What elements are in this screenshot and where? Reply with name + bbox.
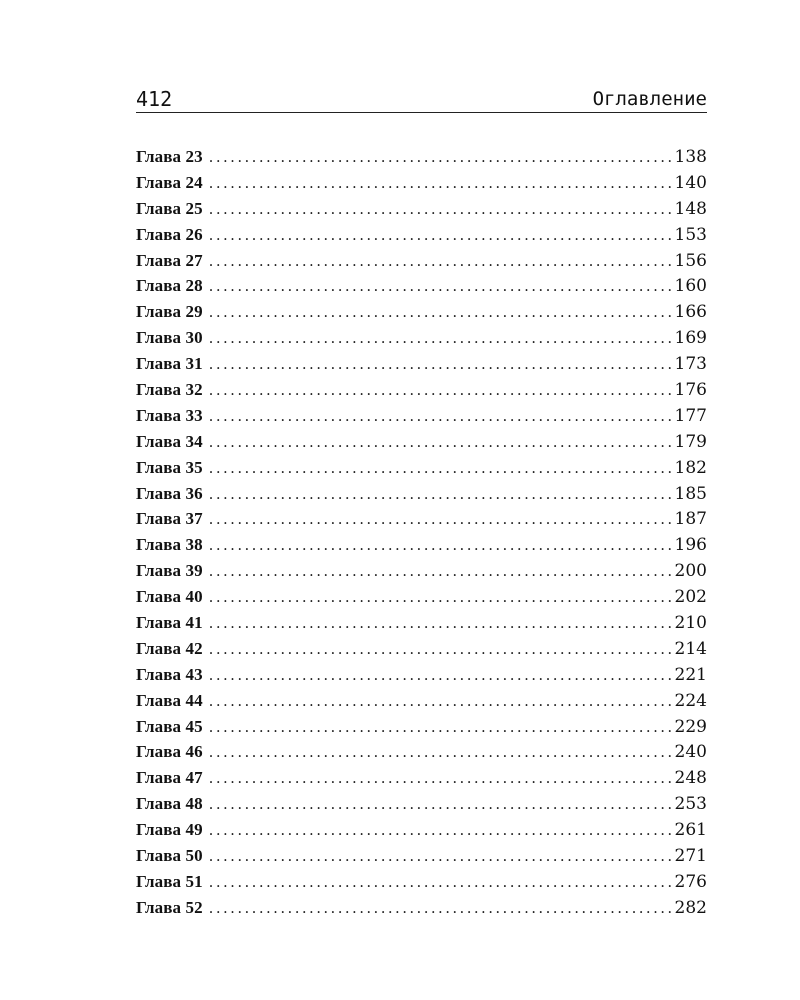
toc-entry-label: Глава 25 [136,198,203,218]
dot-leader [209,715,673,740]
dot-leader [209,818,673,843]
toc-entry [136,455,707,481]
toc-entry-label: Глава 48 [136,794,203,814]
toc-entry [136,170,707,196]
toc-entry-label: Глава 52 [136,897,203,917]
toc-entry-page: 229 [674,716,707,737]
dot-leader [209,896,673,921]
toc-entry-page: 214 [674,638,707,659]
dot-leader [209,870,673,895]
dot-leader [209,507,673,532]
dot-leader [209,792,673,817]
toc-entry-label: Глава 30 [136,328,203,348]
dot-leader [209,223,673,248]
toc-entry-label: Глава 40 [136,587,203,607]
dot-leader [209,430,673,455]
toc-entry-label: Глава 41 [136,613,203,633]
page-number: 412 [136,87,173,111]
toc-entry-page: 185 [674,483,707,504]
toc-entry [136,429,707,455]
toc-entry [136,403,707,429]
toc-entry [136,869,707,895]
toc-entry-page: 261 [674,820,707,841]
toc-entry-label: Глава 42 [136,638,203,658]
toc-entry-page: 140 [674,172,707,193]
toc-entry-label: Глава 51 [136,871,203,891]
toc-entry-page: 179 [674,431,707,452]
dot-leader [209,766,673,791]
dot-leader [209,352,673,377]
toc-entry-label: Глава 44 [136,690,203,710]
toc-entry-page: 173 [674,354,707,375]
toc-entry-label: Глава 23 [136,147,203,166]
toc-entry [136,558,707,584]
toc-entry-page: 253 [674,794,707,815]
toc-entry-page: 224 [674,690,707,711]
dot-leader [209,404,673,429]
dot-leader [209,197,673,222]
toc-entry [136,299,707,325]
toc-entry-page: 153 [674,224,707,245]
toc-entry [136,325,707,351]
dot-leader [209,585,673,610]
toc-entry-page: 221 [674,664,707,685]
page-title: Оглавление [592,88,707,110]
toc-entry-label: Глава 39 [136,561,203,581]
toc-entry [136,532,707,558]
toc-entry [136,222,707,248]
page-header [136,84,707,113]
toc-entry [136,662,707,688]
toc-entry-label: Глава 35 [136,457,203,477]
toc-entry-label: Глава 38 [136,535,203,555]
toc-entry-page: 200 [674,561,707,582]
toc-entry-page: 176 [674,380,707,401]
toc-entry [136,377,707,403]
dot-leader [209,637,673,662]
dot-leader [209,378,673,403]
toc-entry [136,273,707,299]
dot-leader [209,274,673,299]
toc-entry-label: Глава 43 [136,664,203,684]
dot-leader [209,844,673,869]
dot-leader [209,663,673,688]
table-of-contents [136,144,707,921]
toc-entry [136,843,707,869]
toc-entry-label: Глава 34 [136,431,203,451]
toc-entry-label: Глава 29 [136,302,203,322]
toc-entry-page: 148 [674,198,707,219]
toc-entry-page: 202 [674,587,707,608]
toc-entry-page: 276 [674,871,707,892]
dot-leader [209,559,673,584]
toc-entry [136,248,707,274]
toc-entry-label: Глава 33 [136,405,203,425]
dot-leader [209,145,673,170]
toc-entry-page: 156 [674,250,707,271]
toc-entry-label: Глава 47 [136,768,203,788]
toc-entry [136,351,707,377]
toc-entry-label: Глава 28 [136,276,203,296]
toc-entry-page: 187 [674,509,707,530]
toc-entry-label: Глава 26 [136,224,203,244]
toc-entry [136,481,707,507]
toc-entry-label: Глава 32 [136,380,203,400]
toc-entry-page: 282 [674,897,707,918]
dot-leader [209,533,673,558]
toc-entry-label: Глава 46 [136,742,203,762]
dot-leader [209,300,673,325]
toc-entry [136,584,707,610]
toc-entry [136,817,707,843]
toc-entry-page: 182 [674,457,707,478]
toc-entry [136,610,707,636]
toc-entry-label: Глава 31 [136,354,203,374]
toc-entry-label: Глава 24 [136,172,203,192]
toc-entry [136,688,707,714]
toc-entry-label: Глава 50 [136,846,203,866]
dot-leader [209,326,673,351]
toc-entry-page: 271 [674,846,707,867]
dot-leader [209,482,673,507]
toc-entry [136,636,707,662]
toc-entry [136,895,707,921]
toc-entry [136,714,707,740]
toc-entry-label: Глава 45 [136,716,203,736]
toc-entry-label: Глава 37 [136,509,203,529]
toc-entry-page: 196 [674,535,707,556]
toc-entry-page: 138 [674,147,707,167]
toc-entry-page: 248 [674,768,707,789]
dot-leader [209,249,673,274]
dot-leader [209,740,673,765]
toc-entry-label: Глава 36 [136,483,203,503]
dot-leader [209,456,673,481]
dot-leader [209,171,673,196]
toc-entry-label: Глава 49 [136,820,203,840]
toc-entry-page: 160 [674,276,707,297]
toc-entry-page: 210 [674,613,707,634]
dot-leader [209,611,673,636]
toc-entry-page: 240 [674,742,707,763]
toc-entry-page: 166 [674,302,707,323]
toc-entry-page: 169 [674,328,707,349]
toc-entry [136,765,707,791]
toc-entry-label: Глава 27 [136,250,203,270]
toc-entry [136,791,707,817]
toc-entry [136,196,707,222]
toc-entry [136,739,707,765]
toc-entry-page: 177 [674,405,707,426]
toc-entry [136,144,707,170]
dot-leader [209,689,673,714]
toc-entry [136,506,707,532]
